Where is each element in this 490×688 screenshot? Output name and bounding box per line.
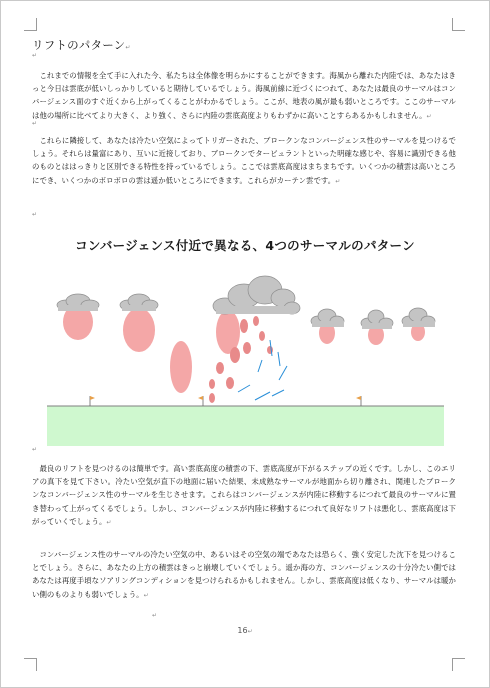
flag-icon	[198, 396, 203, 406]
empty-paragraph[interactable]: ↵	[32, 52, 38, 59]
body-paragraph-2[interactable]: これらに隣接して、あなたは冷たい空気によってトリガーされた、ブロークンなコンバージェンス性のサーマルを見つけるでしょう。それらは量富にあり、互いに近接しており、ブロークンでタービュラントといった明確な感じや、容易に識別できる他のものとははっきりと区別できる特性を持っているでしょう。ここでは雲底高度はまちまちです。いくつかの積雲は高いところにでき、いくつかのボロボロの雲は遥か低いところにできます。これらがカーテン雲です。↵	[32, 136, 456, 185]
cumulus-cloud-large	[213, 276, 300, 314]
empty-paragraph[interactable]: ↵	[32, 120, 38, 127]
cumulus-cloud	[57, 294, 99, 311]
page-heading[interactable]: リフトのパターン↵	[32, 38, 131, 52]
empty-paragraph[interactable]: ↵	[32, 446, 38, 453]
thermal-bubble	[123, 308, 155, 352]
empty-paragraph[interactable]: ↵	[152, 612, 158, 619]
broken-cloud	[402, 308, 435, 327]
body-paragraph-3[interactable]: 最良のリフトを見つけるのは簡単です。高い雲底高度の積雲の下、雲底高度が下がるステップの近くです。しかし、このエリアの真下を見て下さい。冷たい空気が直下の地面に届いた結果、未成熟なサーマルが地面から切り離され、関連したブロークンなコンバージェンス性のサーマルを生じさせます。これらはコンバージェンスが内陸に移動するにつれて最良のサーマルに置き替わって上がってくるでしょう。しかし、コンバージェンスが内陸に移動するにつれて良好なリフトは悪化し、雲底高度は下がっていくでしょう。↵	[32, 464, 456, 526]
ground-strip	[47, 406, 444, 446]
figure-title: コンバージェンス付近で異なる、4つのサーマルのパターン	[75, 238, 415, 253]
flag-icon	[90, 396, 95, 406]
flag-icon	[356, 396, 361, 406]
body-paragraph-1[interactable]: これまでの情報を全て手に入れた今、私たちは全体像を明らかにすることができます。海風から離れた内陸では、あなたはきっと今日は雲底が低いしっかりしていると期待しているでしょう。海風前線に近づくにつれて、あなたは最良のサーマルはコンバージェンス面のすぐ近くから上がってくることがわかるでしょう。ここが、地表の風が最も弱いところです。ここのサーマルは他の場所に比べてより大きく、より強く、さらに内陸の雲底高度よりもわずかに高いことすらあるかもしれません。↵	[32, 71, 456, 120]
broken-cloud	[361, 310, 393, 329]
cumulus-cloud	[120, 294, 158, 311]
body-paragraph-4[interactable]: コンバージェンス性のサーマルの冷たい空気の中、あるいはその空気の端であなたは恐らく、強く安定した沈下を見つけることでしょう。さらに、あなたの上方の積雲はきっと崩壊していくでしょう。遥か海の方、コンバージェンスの十分冷たい側ではあなたは再度手頃なソアリングコンディションを見つけられるかもしれません。しかし、雲底高度は低くなり、サーマルは暖かい側のものよりも弱いでしょう。↵	[32, 550, 456, 599]
empty-paragraph[interactable]: ↵	[32, 211, 38, 218]
thermal-bubble	[170, 341, 192, 393]
broken-cloud	[311, 309, 344, 327]
page-number: 16↵	[237, 626, 253, 635]
